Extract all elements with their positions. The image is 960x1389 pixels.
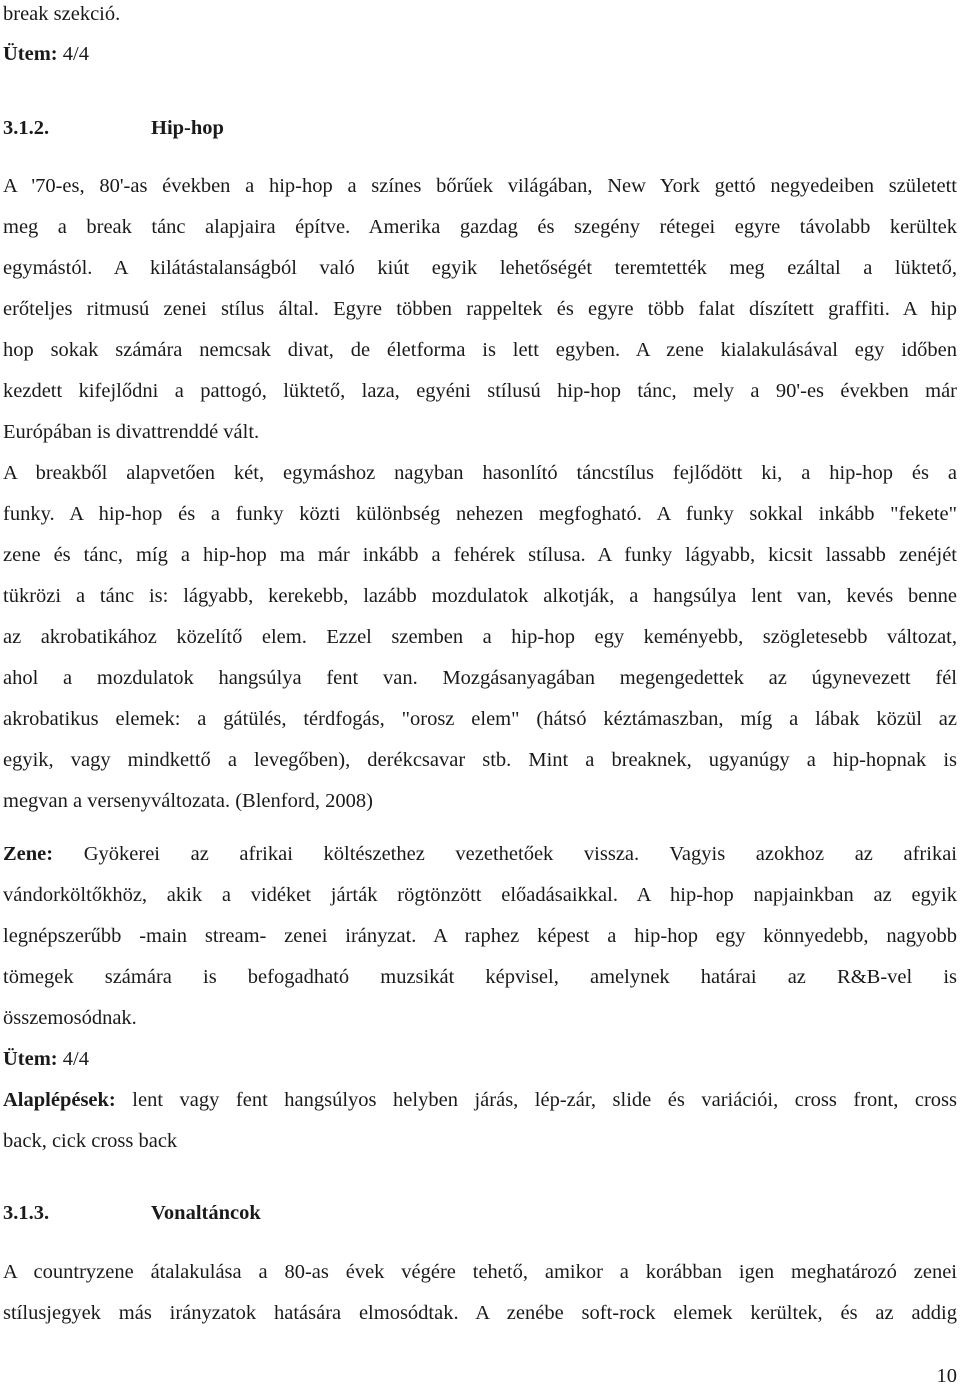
paragraph-line: legnépszerűbb -main stream- zenei irányzat. A raphez képest a hip-hop egy könnyedebb, nagyobb [3,925,957,947]
paragraph-line: Európában is divattrenddé vált. [3,421,260,443]
paragraph-line: back, cick cross back [3,1130,178,1152]
section-number: 3.1.3. [3,1202,50,1224]
paragraph-line: meg a break tánc alapjaira építve. Amerika gazdag és szegény rétegei egyre távolabb kerültek [3,216,957,238]
paragraph-line: stílusjegyek más irányzatok hatására elmosódtak. A zenébe soft-rock elemek kerültek, és az addig [3,1302,957,1324]
beat-line [3,41,89,67]
paragraph-line: hop sokak számára nemcsak divat, de életforma is lett egyben. A zene kialakulásával egy időben [3,339,957,361]
paragraph-line: zene és tánc, míg a hip-hop ma már inkább a fehérek stílusa. A funky lágyabb, kicsit lassabb zenéjét [3,544,957,566]
paragraph-line: megvan a versenyváltozata. (Blenford, 2008) [3,790,374,812]
beat-label: Ütem: [3,43,58,65]
beat-label: Ütem: [3,1048,58,1070]
paragraph-line: egyik, vagy mindkettő a levegőben), derékcsavar stb. Mint a breaknek, ugyanúgy a hip-hopnak is [3,749,957,771]
paragraph-line: funky. A hip-hop és a funky közti különbség nehezen megfogható. A funky sokkal inkább "fekete" [3,503,957,525]
paragraph-line: A '70-es, 80'-as években a hip-hop a színes bőrűek világában, New York gettó negyedeiben született [3,175,957,197]
beat-line [3,1046,89,1072]
music-line [3,841,957,867]
basic-steps-line [3,1087,957,1113]
page-number: 10 [936,1365,957,1387]
basic-steps-label: Alaplépések: [3,1089,116,1111]
paragraph-line: erőteljes ritmusú zenei stílus által. Egyre többen rappeltek és egyre több falat díszített graffiti. A hip [3,298,957,320]
paragraph-line: az akrobatikához közelítő elem. Ezzel szemben a hip-hop egy keményebb, szögletesebb változat, [3,626,957,648]
paragraph-line: akrobatikus elemek: a gátülés, térdfogás, "orosz elem" (hátsó kéztámaszban, míg a lábak közül az [3,708,957,730]
music-text: Gyökerei az afrikai költészethez vezethetőek vissza. Vagyis azokhoz az afrikai [53,843,957,865]
paragraph-line: összemosódnak. [3,1007,137,1029]
beat-value: 4/4 [57,43,89,65]
paragraph-line: ahol a mozdulatok hangsúlya fent van. Mozgásanyagában megengedettek az úgynevezett fél [3,667,957,689]
paragraph-line: tükrözi a tánc is: lágyabb, kerekebb, lazább mozdulatok alkotják, a hangsúlya lent van, kevés benne [3,585,957,607]
basic-steps-text: lent vagy fent hangsúlyos helyben járás, lép-zár, slide és variációi, cross front, cross [115,1089,957,1111]
music-label: Zene: [3,843,54,865]
paragraph-line: egymástól. A kilátástalanságból való kiút egyik lehetőségét teremtették meg ezáltal a lüktető, [3,257,957,279]
paragraph-line: kezdett kifejlődni a pattogó, lüktető, laza, egyéni stílusú hip-hop tánc, mely a 90'-es években már [3,380,957,402]
section-title: Vonaltáncok [151,1202,261,1224]
paragraph-line: tömegek számára is befogadható muzsikát képvisel, amelynek határai az R&B-vel is [3,966,957,988]
beat-value: 4/4 [57,1048,89,1070]
paragraph-line: A countryzene átalakulása a 80-as évek végére tehető, amikor a korábban igen meghatározó zenei [3,1261,957,1283]
section-number: 3.1.2. [3,117,50,139]
paragraph-line: vándorköltőkhöz, akik a vidéket járták rögtönzött előadásaikkal. A hip-hop napjainkban az egyik [3,884,957,906]
paragraph-line: A breakből alapvetően két, egymáshoz nagyban hasonlító táncstílus fejlődött ki, a hip-hop és a [3,462,957,484]
text-line: break szekció. [3,3,121,25]
section-title: Hip-hop [151,117,224,139]
